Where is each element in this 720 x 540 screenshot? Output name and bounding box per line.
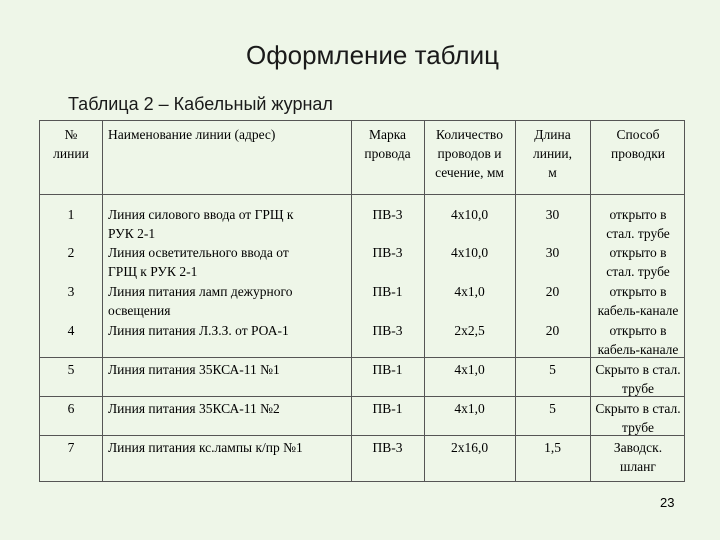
row-6-length: 5 [549,401,556,416]
row-2-length: 30 [545,245,560,260]
row-7-method: Заводск. шланг [613,440,663,474]
row-3-name: Линия питания ламп дежурного освещения [108,284,293,318]
row-5-length: 5 [549,362,556,377]
row-5-count: 4х1,0 [454,362,485,377]
row-4-method: открыто в кабель-канале [597,323,679,357]
header-divider [40,194,684,195]
row-5-brand: ПВ-1 [372,362,403,377]
row-3-count: 4х1,0 [454,284,485,299]
row-7-brand: ПВ-3 [372,440,403,455]
row-7-length: 1,5 [544,440,561,455]
row-6-method: Скрыто в стал. трубе [595,401,681,435]
header-length: Длина линии, м [532,127,572,180]
header-num: № линии [53,127,89,161]
row-3-method: открыто в кабель-канале [597,284,679,318]
row-6-brand: ПВ-1 [372,401,403,416]
row-1-method: открыто в стал. трубе [606,207,670,241]
row-1-num: 1 [67,207,75,222]
row-2-brand: ПВ-3 [372,245,403,260]
page-number: 23 [660,495,675,510]
column-divider [351,121,352,481]
row-divider [40,396,684,397]
column-divider [102,121,103,481]
row-2-method: открыто в стал. трубе [606,245,670,279]
slide-title: Оформление таблиц [246,40,499,70]
row-1-brand: ПВ-3 [372,207,403,222]
table-caption: Таблица 2 – Кабельный журнал [68,94,333,114]
header-method: Способ проводки [610,127,666,161]
row-7-name: Линия питания кс.лампы к/пр №1 [108,440,303,455]
row-6-num: 6 [67,401,75,416]
row-4-length: 20 [545,323,560,338]
row-3-length: 20 [545,284,560,299]
row-4-num: 4 [67,323,75,338]
row-2-name: Линия осветительного ввода от ГРЩ к РУК 2-1 [108,245,289,279]
row-5-num: 5 [67,362,75,377]
row-1-length: 30 [545,207,560,222]
row-2-num: 2 [67,245,75,260]
row-6-name: Линия питания 35КСА-11 №2 [108,401,280,416]
row-5-method: Скрыто в стал. трубе [595,362,681,396]
row-divider [40,435,684,436]
row-4-brand: ПВ-3 [372,323,403,338]
row-4-name: Линия питания Л.З.З. от РОА-1 [108,323,289,338]
cable-journal-table [39,120,685,482]
row-5-name: Линия питания 35КСА-11 №1 [108,362,280,377]
row-1-count: 4х10,0 [450,207,489,222]
row-3-num: 3 [67,284,75,299]
header-name: Наименование линии (адрес) [108,127,276,142]
header-brand: Марка провода [364,127,411,161]
row-7-count: 2х16,0 [450,440,489,455]
row-divider [40,357,684,358]
row-2-count: 4х10,0 [450,245,489,260]
row-7-num: 7 [67,440,75,455]
row-3-brand: ПВ-1 [372,284,403,299]
row-1-name: Линия силового ввода от ГРЩ к РУК 2-1 [108,207,294,241]
row-4-count: 2х2,5 [454,323,485,338]
header-count: Количество проводов и сечение, мм [435,127,504,180]
row-6-count: 4х1,0 [454,401,485,416]
